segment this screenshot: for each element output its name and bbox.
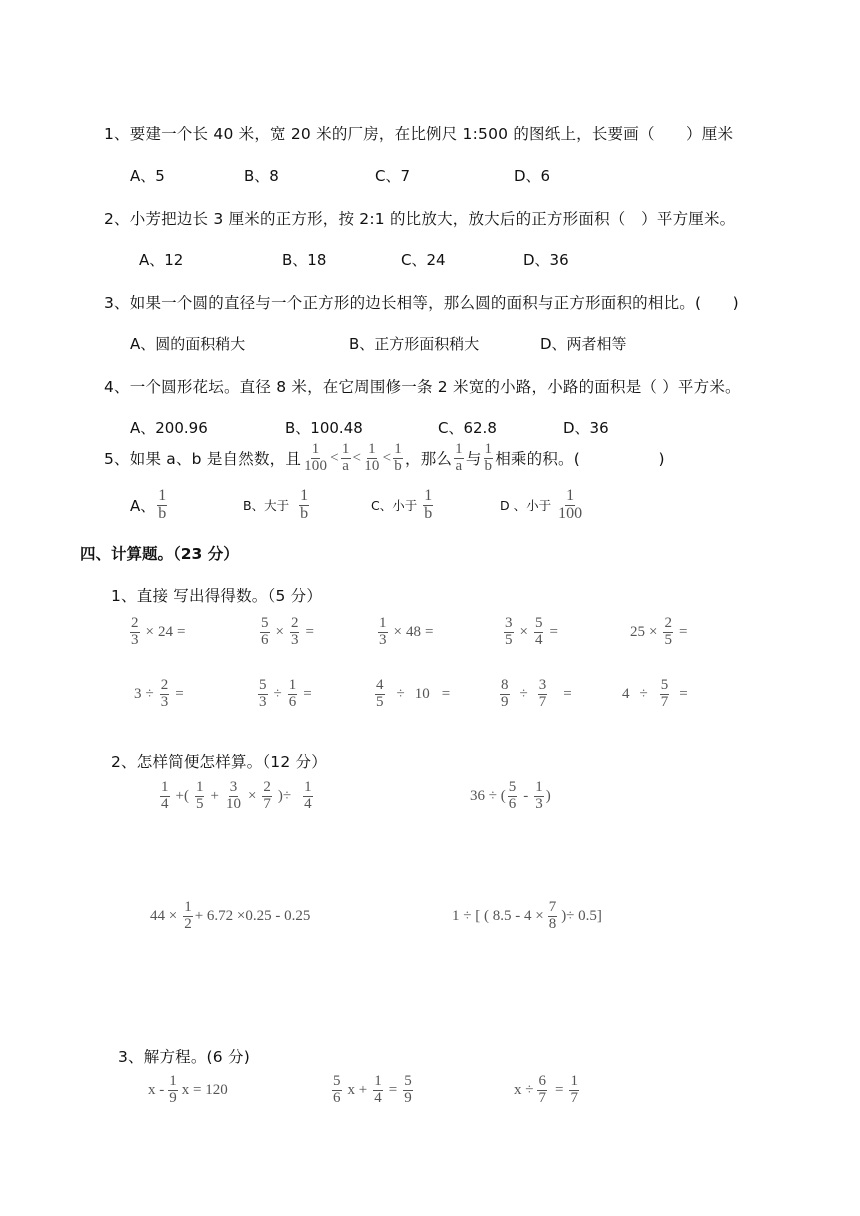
expression <box>630 616 691 649</box>
fraction: $\frac{4}{5}$ <box>376 677 384 710</box>
q2-option-a: A、12 <box>139 251 184 269</box>
q2-option-d: D、36 <box>523 251 569 269</box>
operator: ÷ <box>639 685 648 702</box>
fraction: $\frac{5}{6}$ <box>508 779 517 812</box>
q2-option-b: B、18 <box>282 251 327 269</box>
equals-sign: = <box>441 685 451 702</box>
fraction: $\frac{7}{8}$ <box>548 899 557 932</box>
less-than-sign: < <box>352 449 362 466</box>
q5-option-c <box>371 488 435 523</box>
fraction: $\frac{1}{a}$ <box>455 441 463 474</box>
q5-suffix: 相乘的积。( ) <box>495 450 665 469</box>
fraction: $\frac{3}{10}$ <box>225 779 241 812</box>
fraction: $\frac{1}{4}$ <box>161 779 169 812</box>
q3-option-a: A、圆的面积稍大 <box>130 335 246 353</box>
fraction: $\frac{6}{7}$ <box>538 1073 546 1106</box>
expression <box>158 780 315 813</box>
operand: 1 ÷ [ ( 8.5 - 4 × <box>452 907 544 924</box>
q4-option-d: D、36 <box>563 419 609 437</box>
part2-title: 2、怎样简便怎样算。（12 分） <box>111 753 327 771</box>
operator: × <box>275 623 284 640</box>
fraction: $\frac{1}{9}$ <box>169 1073 177 1106</box>
q4-option-b: B、100.48 <box>285 419 363 437</box>
operand: x = 120 <box>181 1081 228 1098</box>
operand: )÷ 0.5] <box>561 907 602 924</box>
q2-option-c: C、24 <box>401 251 446 269</box>
fraction: $\frac{2}{7}$ <box>263 779 271 812</box>
operator: )÷ <box>277 787 292 804</box>
operator: × <box>145 623 154 640</box>
operand: 3 <box>134 685 142 702</box>
expression <box>376 616 437 649</box>
fraction: $\frac{1}{a}$ <box>341 441 350 474</box>
q4-option-c: C、62.8 <box>438 419 497 437</box>
fraction: $\frac{5}{4}$ <box>534 615 543 648</box>
expression <box>150 900 310 933</box>
operand: 24 <box>157 623 173 640</box>
fraction: $\frac{1}{3}$ <box>535 779 543 812</box>
expression <box>498 678 576 711</box>
part1-title: 1、直接 写出得得数。（5 分） <box>111 587 323 605</box>
q3-option-d: D、两者相等 <box>540 335 627 353</box>
operand: 36 ÷ ( <box>470 787 506 804</box>
q5-text-then: ，那么 <box>405 450 453 469</box>
q3-option-b: B、正方形面积稍大 <box>349 335 480 353</box>
operator: - <box>523 787 529 804</box>
fraction: $\frac{1}{4}$ <box>374 1073 382 1106</box>
q5-option-a <box>130 488 169 523</box>
fraction: $\frac{1}{5}$ <box>195 779 204 812</box>
fraction: $\frac{2}{3}$ <box>160 677 169 710</box>
equals-sign: = <box>176 623 186 640</box>
operand: 10 <box>414 685 430 702</box>
equation <box>148 1074 228 1107</box>
fraction: $\frac{5}{7}$ <box>660 677 669 710</box>
fraction: $\frac{5}{6}$ <box>261 615 269 648</box>
expression <box>373 678 454 711</box>
equals-sign: = <box>388 1081 398 1098</box>
operator: × <box>649 623 658 640</box>
equals-sign: = <box>678 623 688 640</box>
fraction: $\frac{2}{5}$ <box>664 615 672 648</box>
expression <box>452 900 602 933</box>
fraction: $\frac{1}{b}$ <box>300 487 309 522</box>
operand: 25 <box>630 623 645 640</box>
q1-option-d: D、6 <box>514 167 551 185</box>
equals-sign: = <box>549 623 558 640</box>
operator: ) <box>545 787 551 804</box>
equals-sign: = <box>554 1081 564 1098</box>
operator: ÷ <box>273 685 282 702</box>
q5-option-b <box>243 488 311 523</box>
q5-option-d <box>500 488 585 523</box>
option-label: A、 <box>130 496 156 515</box>
fraction: $\frac{1}{100}$ <box>558 487 583 522</box>
operator: × <box>519 623 528 640</box>
fraction: $\frac{1}{b}$ <box>394 441 402 474</box>
operand: x ÷ <box>514 1081 534 1098</box>
question-3: 3、如果一个圆的直径与一个正方形的边长相等，那么圆的面积与正方形面积的相比。( ) <box>104 294 739 312</box>
less-than-sign: < <box>330 449 339 466</box>
fraction: $\frac{5}{6}$ <box>333 1073 341 1106</box>
fraction: $\frac{1}{4}$ <box>304 779 312 812</box>
operand: 4 <box>622 685 630 702</box>
less-than-sign: < <box>382 449 392 466</box>
fraction: $\frac{3}{7}$ <box>538 677 547 710</box>
operator: +( <box>175 787 189 804</box>
operand: x - <box>148 1081 165 1098</box>
fraction: $\frac{2}{3}$ <box>290 615 299 648</box>
equals-sign: = <box>305 623 314 640</box>
fraction: $\frac{3}{5}$ <box>505 615 513 648</box>
fraction: $\frac{8}{9}$ <box>501 677 509 710</box>
expression <box>134 678 188 711</box>
fraction: $\frac{1}{6}$ <box>288 677 297 710</box>
fraction: $\frac{2}{3}$ <box>131 615 139 648</box>
question-4: 4、一个圆形花坛。直径 8 米，在它周围修一条 2 米宽的小路，小路的面积是（ ）平方米。 <box>104 378 741 396</box>
expression <box>256 678 316 711</box>
fraction: $\frac{1}{100}$ <box>304 441 328 474</box>
q5-prefix: 5、如果 a、b 是自然数，且 <box>104 450 302 469</box>
expression <box>470 780 551 813</box>
part3-title: 3、解方程。(6 分) <box>118 1048 250 1066</box>
fraction: $\frac{1}{7}$ <box>570 1073 578 1106</box>
equals-sign: = <box>424 623 434 640</box>
operand: 48 <box>405 623 421 640</box>
equals-sign: = <box>679 685 688 702</box>
option-label: D 、小于 <box>500 498 552 514</box>
q5-text-with: 与 <box>465 450 482 469</box>
fraction: $\frac{5}{9}$ <box>404 1073 412 1106</box>
operand: 44 × <box>150 907 178 924</box>
operator: x + <box>347 1081 368 1098</box>
question-1: 1、要建一个长 40 米，宽 20 米的厂房，在比例尺 1:500 的图纸上，长要画（ ）厘米 <box>104 125 734 143</box>
expression <box>128 616 189 649</box>
equals-sign: = <box>303 685 312 702</box>
fraction: $\frac{1}{b}$ <box>424 487 433 522</box>
question-2: 2、小芳把边长 3 厘米的正方形，按 2:1 的比放大，放大后的正方形面积（ ）平方厘米。 <box>104 210 736 228</box>
operator: × <box>247 787 257 804</box>
fraction: $\frac{1}{2}$ <box>184 899 192 932</box>
option-label: B、大于 <box>243 498 290 514</box>
q1-option-b: B、8 <box>244 167 279 185</box>
equals-sign: = <box>563 685 572 702</box>
fraction: $\frac{1}{3}$ <box>379 615 387 648</box>
operator: + <box>210 787 219 804</box>
expression <box>622 678 692 711</box>
fraction: $\frac{1}{b}$ <box>158 487 167 522</box>
fraction: $\frac{1}{10}$ <box>364 441 380 474</box>
fraction: $\frac{1}{b}$ <box>484 441 493 474</box>
operator: ÷ <box>145 685 154 702</box>
section-title: 四、计算题。（23 分） <box>80 545 239 563</box>
operator: ÷ <box>519 685 528 702</box>
option-label: C、小于 <box>371 498 418 514</box>
q4-option-a: A、200.96 <box>130 419 208 437</box>
operand: + 6.72 ×0.25 - 0.25 <box>194 907 311 924</box>
expression <box>502 616 562 649</box>
operator: ÷ <box>396 685 405 702</box>
question-5 <box>104 442 665 475</box>
equals-sign: = <box>175 685 184 702</box>
q1-option-a: A、5 <box>130 167 165 185</box>
expression <box>258 616 318 649</box>
fraction: $\frac{5}{3}$ <box>259 677 267 710</box>
equation <box>330 1074 415 1107</box>
operator: × <box>393 623 402 640</box>
q1-option-c: C、7 <box>375 167 411 185</box>
equation <box>514 1074 581 1107</box>
